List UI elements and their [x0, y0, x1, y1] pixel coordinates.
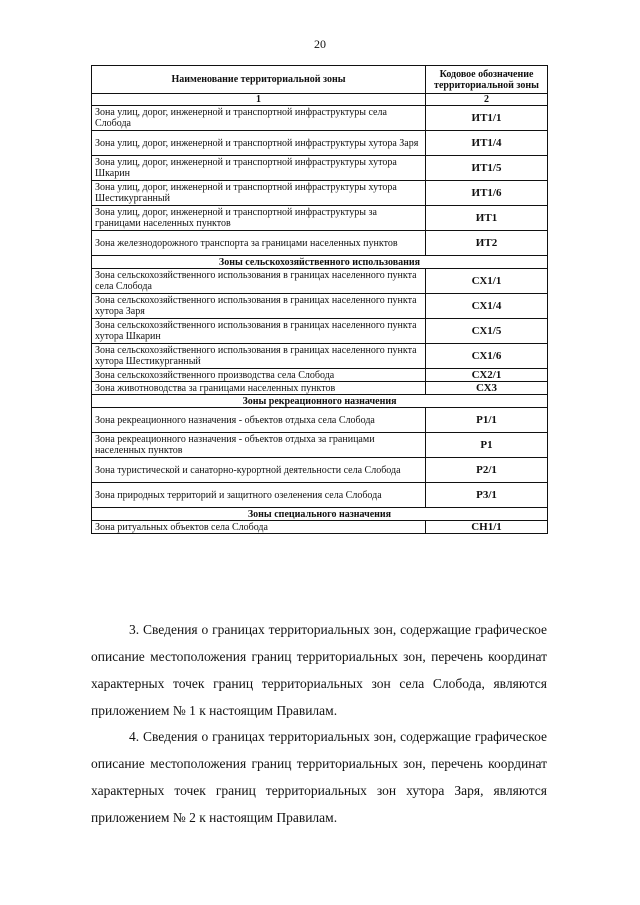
table-row	[92, 521, 548, 534]
zone-name-cell: Зона сельскохозяйственного использования в границах населенного пункта хутора Заря	[92, 294, 426, 319]
column-number-row	[92, 94, 548, 106]
table-row	[92, 408, 548, 433]
zones-table-body	[92, 94, 548, 534]
section-header-row	[92, 395, 548, 408]
zone-name-cell: Зона улиц, дорог, инженерной и транспортной инфраструктуры хутора Шкарин	[92, 156, 426, 181]
table-row	[92, 181, 548, 206]
zone-name-cell: Зона природных территорий и защитного озеленения села Слобода	[92, 483, 426, 508]
zone-name-cell: Зона железнодорожного транспорта за границами населенных пунктов	[92, 231, 426, 256]
zone-code-cell: ИТ1/4	[426, 131, 548, 156]
table-row	[92, 319, 548, 344]
zone-name-cell: Зона улиц, дорог, инженерной и транспортной инфраструктуры хутора Шестикурганный	[92, 181, 426, 206]
zone-code-cell: СХ1/6	[426, 344, 548, 369]
table-row	[92, 206, 548, 231]
zone-code-cell: СН1/1	[426, 521, 548, 534]
zone-name-cell: Зона туристической и санаторно-курортной деятельности села Слобода	[92, 458, 426, 483]
section-header-row	[92, 508, 548, 521]
table-row	[92, 294, 548, 319]
zone-code-cell: ИТ1	[426, 206, 548, 231]
table-row	[92, 369, 548, 382]
table-row	[92, 433, 548, 458]
header-zone-code: Кодовое обозначение территориальной зоны	[426, 66, 548, 94]
zone-name-cell: Зона улиц, дорог, инженерной и транспортной инфраструктуры хутора Заря	[92, 131, 426, 156]
header-zone-name: Наименование территориальной зоны	[92, 66, 426, 94]
column-number-2: 2	[426, 94, 548, 106]
zone-code-cell: СХ1/4	[426, 294, 548, 319]
table-row	[92, 382, 548, 395]
table-row	[92, 344, 548, 369]
zone-code-cell: Р3/1	[426, 483, 548, 508]
zone-code-cell: Р1	[426, 433, 548, 458]
section-title: Зоны специального назначения	[92, 508, 548, 521]
table-row	[92, 106, 548, 131]
zone-name-cell: Зона рекреационного назначения - объектов отдыха за границами населенных пунктов	[92, 433, 426, 458]
zone-code-cell: СХ3	[426, 382, 548, 395]
zone-code-cell: Р1/1	[426, 408, 548, 433]
zone-code-cell: Р2/1	[426, 458, 548, 483]
table-row	[92, 458, 548, 483]
zone-code-cell: СХ1/1	[426, 269, 548, 294]
paragraph-3: 3. Сведения о границах территориальных зон, содержащие графическое описание местоположения границ территориальных зон, перечень координат характерных точек границ территориальных зон села Слобода, являются приложением № 1 к настоящим Правилам.	[91, 621, 547, 718]
zone-name-cell: Зона улиц, дорог, инженерной и транспортной инфраструктуры за границами населенных пунктов	[92, 206, 426, 231]
zone-code-cell: ИТ1/6	[426, 181, 548, 206]
zone-code-cell: СХ1/5	[426, 319, 548, 344]
table-row	[92, 156, 548, 181]
table-row	[92, 231, 548, 256]
paragraph-4: 4. Сведения о границах территориальных зон, содержащие графическое описание местоположения границ территориальных зон, перечень координат характерных точек границ территориальных зон хутора Заря, являются приложением № 2 к настоящим Правилам.	[91, 728, 547, 825]
zone-name-cell: Зона сельскохозяйственного использования в границах населенного пункта хутора Шкарин	[92, 319, 426, 344]
section-title: Зоны сельскохозяйственного использования	[92, 256, 548, 269]
section-header-row	[92, 256, 548, 269]
zone-name-cell: Зона сельскохозяйственного производства села Слобода	[92, 369, 426, 382]
zones-table	[91, 65, 548, 534]
column-number-1: 1	[92, 94, 426, 106]
zone-code-cell: СХ2/1	[426, 369, 548, 382]
zone-name-cell: Зона рекреационного назначения - объектов отдыха села Слобода	[92, 408, 426, 433]
zone-name-cell: Зона животноводства за границами населенных пунктов	[92, 382, 426, 395]
table-row	[92, 131, 548, 156]
table-row	[92, 269, 548, 294]
zone-name-cell: Зона улиц, дорог, инженерной и транспортной инфраструктуры села Слобода	[92, 106, 426, 131]
section-title: Зоны рекреационного назначения	[92, 395, 548, 408]
table-header-row	[92, 66, 548, 94]
zone-code-cell: ИТ1/1	[426, 106, 548, 131]
zone-name-cell: Зона сельскохозяйственного использования в границах населенного пункта села Слобода	[92, 269, 426, 294]
table-row	[92, 483, 548, 508]
zone-code-cell: ИТ1/5	[426, 156, 548, 181]
zone-name-cell: Зона ритуальных объектов села Слобода	[92, 521, 426, 534]
zone-name-cell: Зона сельскохозяйственного использования в границах населенного пункта хутора Шестикурганный	[92, 344, 426, 369]
zone-code-cell: ИТ2	[426, 231, 548, 256]
page-number: 20	[314, 37, 326, 51]
